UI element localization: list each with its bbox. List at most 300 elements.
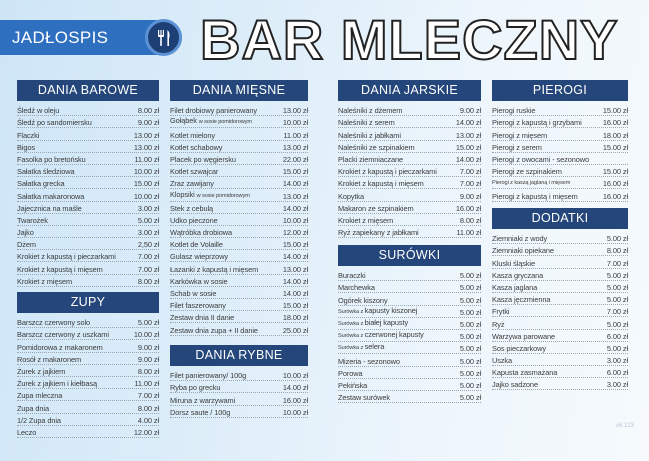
item-price: 14.00 zł	[282, 179, 308, 189]
item-price: 5.00 zł	[459, 295, 481, 305]
item-price: 3.00 zł	[606, 356, 628, 366]
item-name-part: Kapusta zasmażana	[492, 368, 558, 378]
item-name-part: Kopytka	[338, 191, 365, 201]
item-price: 14.00 zł	[282, 203, 308, 213]
item-name	[170, 313, 280, 322]
item-price: 5.00 zł	[459, 356, 481, 366]
item-name	[338, 318, 457, 329]
menu-item	[170, 381, 308, 393]
section-list-surowki	[338, 269, 481, 403]
menu-item	[492, 281, 628, 293]
menu-item	[170, 104, 308, 116]
item-price: 5.00 zł	[459, 307, 481, 317]
menu-item	[338, 281, 481, 293]
menu-item	[338, 189, 481, 201]
item-price: 22.00 zł	[282, 154, 308, 164]
menu-item	[17, 250, 159, 262]
item-price: 5.00 zł	[606, 319, 628, 329]
section-header-dania-jarskie: DANIA JARSKIE	[338, 80, 481, 101]
item-name	[17, 216, 135, 225]
item-name	[338, 306, 457, 317]
item-name-part: Frytki	[492, 307, 510, 317]
item-name	[492, 259, 604, 268]
menu-item	[338, 306, 481, 318]
item-name	[338, 271, 457, 280]
item-price: 2,50 zł	[137, 240, 159, 250]
menu-item	[338, 153, 481, 165]
item-name	[17, 343, 135, 352]
item-name	[17, 204, 135, 213]
item-name-part: Naleśniki ze szpinakiem	[338, 142, 415, 152]
menu-item	[338, 342, 481, 354]
item-name	[170, 131, 280, 140]
item-price: 8.00 zł	[137, 366, 159, 376]
menu-item	[170, 393, 308, 405]
item-price: 14.00 zł	[282, 276, 308, 286]
item-price: 16.00 zł	[602, 118, 628, 128]
menu-item	[492, 330, 628, 342]
item-name	[338, 192, 457, 201]
item-price: 14.00 zł	[282, 252, 308, 262]
menu-item	[17, 275, 159, 287]
item-name-part: Pomidorowa z makaronem	[17, 342, 103, 352]
item-name-part: w sosie pomidorowym	[196, 192, 250, 199]
item-name-part: Kotlet mielony	[170, 130, 216, 140]
item-name-part: Pierogi z kaszą jaglaną i mięsem	[492, 180, 571, 187]
item-price: 12.00 zł	[133, 427, 159, 437]
item-name-part: Żurek z jajkiem	[17, 366, 66, 376]
menu-item	[17, 153, 159, 165]
item-price: 5.00 zł	[459, 283, 481, 293]
item-price: 13.00 zł	[133, 142, 159, 152]
item-name-part: Placki ziemniaczane	[338, 154, 404, 164]
menu-item	[170, 287, 308, 299]
item-name	[17, 367, 135, 376]
item-price: 4.00 zł	[137, 415, 159, 425]
item-name-part: Kasza jaglana	[492, 282, 538, 292]
item-price: 3.00 zł	[606, 380, 628, 390]
item-price: 16.00 zł	[602, 191, 628, 201]
item-name-part: Buraczki	[338, 271, 366, 281]
item-name	[338, 179, 457, 188]
section-header-pierogi: PIEROGI	[492, 80, 628, 101]
menu-item	[492, 317, 628, 329]
item-name-part: Krokiet z kapustą i mięsem	[338, 179, 424, 189]
item-name	[170, 252, 280, 261]
item-name-part: Surówka z	[338, 308, 365, 315]
item-price: 8.00 zł	[137, 106, 159, 116]
item-name	[170, 190, 280, 201]
item-name-part: Krokiet z kapustą i pieczarkami	[338, 167, 437, 177]
item-price: 7.00 zł	[137, 264, 159, 274]
menu-item	[17, 238, 159, 250]
item-name	[17, 379, 131, 388]
menu-item	[170, 299, 308, 311]
item-name	[492, 295, 604, 304]
item-name	[338, 106, 457, 115]
item-name	[338, 369, 457, 378]
item-name-part: Marchewka	[338, 283, 375, 293]
item-name	[170, 167, 280, 176]
item-name	[170, 383, 280, 392]
item-name	[170, 179, 280, 188]
item-price: 5.00 zł	[606, 343, 628, 353]
item-name-part: Żurek z jajkiem i kiełbasą	[17, 379, 97, 389]
item-name	[17, 416, 135, 425]
item-name	[17, 265, 135, 274]
menu-item	[338, 128, 481, 140]
item-name-part: Zupa mleczna	[17, 391, 63, 401]
item-name-part: Karkówka w sosie	[170, 276, 228, 286]
menu-item	[170, 262, 308, 274]
item-price: 5.00 zł	[459, 393, 481, 403]
item-name-part: Kotlet schabowy	[170, 142, 223, 152]
item-price: 5.00 zł	[606, 295, 628, 305]
menu-item	[17, 340, 159, 352]
item-price: 11.00 zł	[456, 228, 481, 238]
item-price: 13.00 zł	[282, 264, 308, 274]
item-name	[338, 167, 457, 176]
item-price: 9.00 zł	[137, 118, 159, 128]
item-price: 11.00 zł	[134, 379, 159, 389]
item-price: 12.00 zł	[282, 228, 308, 238]
item-name	[170, 371, 280, 380]
item-price: 3.00 zł	[137, 203, 159, 213]
menu-item	[17, 104, 159, 116]
item-name-part: Naleśniki z serem	[338, 118, 395, 128]
menu-item	[170, 250, 308, 262]
item-name-part: Pierogi z owocami - sezonowo	[492, 154, 590, 164]
menu-item	[338, 104, 481, 116]
item-price: 15.00 zł	[282, 240, 308, 250]
menu-item	[17, 226, 159, 238]
item-name-part: Kluski śląskie	[492, 258, 535, 268]
item-price: 13.00 zł	[133, 130, 159, 140]
item-name	[170, 277, 280, 286]
item-name-part: Jajko	[17, 228, 34, 238]
item-name	[17, 228, 135, 237]
item-name-part: Sałatka grecka	[17, 179, 65, 189]
menu-item	[170, 311, 308, 323]
menu-item	[338, 177, 481, 189]
menu-item	[492, 232, 628, 244]
item-price: 16.00 zł	[455, 203, 481, 213]
menu-item	[17, 316, 159, 328]
menu-item	[170, 202, 308, 214]
item-price: 8.00 zł	[606, 246, 628, 256]
item-name-part: Krokiet z mięsem	[17, 276, 73, 286]
item-name-part: Śledź po sandomiersku	[17, 118, 92, 128]
menu-item	[338, 269, 481, 281]
item-price: 15.00 zł	[602, 142, 628, 152]
item-price: 13.00 zł	[455, 130, 481, 140]
item-price: 5.00 zł	[459, 380, 481, 390]
item-name	[338, 228, 453, 237]
item-name-part: Gołąbek	[170, 116, 199, 126]
item-price: 10.00 zł	[282, 118, 308, 128]
menu-item	[170, 189, 308, 201]
item-name	[17, 155, 131, 164]
item-price: 13.00 zł	[282, 191, 308, 201]
item-name-part: Ogórek kiszony	[338, 295, 388, 305]
item-name	[170, 216, 280, 225]
item-price: 7.00 zł	[137, 391, 159, 401]
item-name	[492, 192, 600, 201]
menu-item	[170, 128, 308, 140]
item-name	[338, 296, 457, 305]
item-name-part: Pierogi ze szpinakiem	[492, 167, 562, 177]
item-price: 5.00 zł	[606, 282, 628, 292]
menu-item	[492, 165, 628, 177]
item-price: 9.00 zł	[459, 191, 481, 201]
item-name-part: Flaczki	[17, 130, 40, 140]
menu-item	[17, 165, 159, 177]
menu-item	[338, 165, 481, 177]
item-price: 14.00 zł	[282, 383, 308, 393]
item-name	[338, 155, 453, 164]
menu-item	[338, 226, 481, 238]
menu-item	[17, 202, 159, 214]
menu-item	[338, 391, 481, 403]
item-price: 5.00 zł	[459, 319, 481, 329]
item-price: 5.00 zł	[459, 332, 481, 342]
menu-item	[338, 214, 481, 226]
item-name-part: Leczo	[17, 427, 37, 437]
item-name-part: Barszcz czerwony z uszkami	[17, 330, 109, 340]
jadlospis-banner	[0, 20, 182, 55]
item-name-part: Sałatka śledziowa	[17, 167, 75, 177]
item-price: 5.00 zł	[137, 318, 159, 328]
menu-item	[17, 365, 159, 377]
menu-item	[338, 293, 481, 305]
item-name-part: Warzywa parowane	[492, 331, 556, 341]
item-name	[17, 318, 135, 327]
menu-item	[492, 153, 628, 165]
item-price: 18.00 zł	[282, 313, 308, 323]
item-name-part: Krokiet z kapustą i pieczarkami	[17, 252, 116, 262]
menu-item	[170, 141, 308, 153]
menu-item	[492, 366, 628, 378]
item-name	[492, 167, 600, 176]
item-name-part: Ziemniaki z wody	[492, 234, 548, 244]
item-name	[17, 118, 135, 127]
item-price: 15.00 zł	[602, 167, 628, 177]
item-name	[17, 428, 131, 437]
section-list-zupy	[17, 316, 159, 438]
item-name-part: Stek z cebulą	[170, 203, 214, 213]
menu-item	[17, 177, 159, 189]
item-price: 5.00 zł	[137, 215, 159, 225]
menu-item	[492, 177, 628, 189]
item-name	[492, 307, 604, 316]
item-price: 9.00 zł	[137, 342, 159, 352]
item-name	[17, 131, 131, 140]
item-price: 10.00 zł	[133, 330, 159, 340]
item-name-part: Bigos	[17, 142, 35, 152]
item-name-part: Sałatka makaronowa	[17, 191, 85, 201]
item-name	[170, 408, 280, 417]
item-name	[17, 355, 135, 364]
item-name-part: Makaron ze szpinakiem	[338, 203, 414, 213]
menu-item	[170, 116, 308, 128]
item-price: 13.00 zł	[282, 106, 308, 116]
item-name	[492, 344, 604, 353]
menu-item	[17, 128, 159, 140]
menu-item	[338, 141, 481, 153]
menu-item	[17, 426, 159, 438]
item-name	[17, 106, 135, 115]
item-name	[170, 240, 280, 249]
menu-item	[338, 330, 481, 342]
menu-item	[17, 414, 159, 426]
item-price: 11.00 zł	[134, 154, 159, 164]
menu-item	[338, 379, 481, 391]
item-price: 5.00 zł	[606, 270, 628, 280]
item-name-part: Pierogi z mięsem	[492, 130, 548, 140]
item-name-part: Surówka z	[338, 320, 365, 327]
item-name-part: Ryż zapiekany z jabłkami	[338, 228, 419, 238]
item-price: 10.00 zł	[133, 191, 159, 201]
item-name-part: Naleśniki z jabłkami	[338, 130, 401, 140]
banner-label: JADŁOSPIS	[12, 28, 109, 47]
item-name	[17, 240, 135, 249]
item-price: 15.00 zł	[282, 167, 308, 177]
section-header-zupy: ZUPY	[17, 292, 159, 313]
item-name-part: Naleśniki z dżemem	[338, 106, 403, 116]
item-name-part: Kotlet szwajcar	[170, 167, 219, 177]
item-name-part: Filet faszerowany	[170, 301, 226, 311]
item-name-part: Ryż	[492, 319, 505, 329]
item-price: 15.00 zł	[282, 301, 308, 311]
menu-item	[17, 141, 159, 153]
item-name	[17, 277, 135, 286]
item-price: 16.00 zł	[282, 395, 308, 405]
item-name	[338, 330, 457, 341]
item-price: 10.00 zł	[133, 167, 159, 177]
item-name-part: Pierogi z kapustą i grzybami	[492, 118, 582, 128]
menu-item	[170, 226, 308, 238]
item-name-part: Zestaw dnia zupa + II danie	[170, 325, 258, 335]
item-name	[338, 204, 453, 213]
item-name-part: Dżem	[17, 240, 36, 250]
item-name-part: Rosół z makaronem	[17, 354, 82, 364]
item-name	[17, 167, 131, 176]
item-name-part: Surówka z	[338, 345, 365, 352]
menu-item	[492, 269, 628, 281]
item-name	[492, 271, 604, 280]
item-name-part: 1/2 Zupa dnia	[17, 415, 61, 425]
item-name-part: Pekińska	[338, 380, 368, 390]
item-name-part: Kasza gryczana	[492, 270, 544, 280]
menu-item	[338, 367, 481, 379]
item-name-part: Klopsiki	[170, 189, 197, 199]
item-price: 5.00 zł	[459, 344, 481, 354]
item-name-part: Uszka	[492, 356, 513, 366]
item-price: 6.00 zł	[606, 368, 628, 378]
item-name-part: Twarożek	[17, 215, 48, 225]
item-price: 15.00 zł	[455, 142, 481, 152]
item-name	[170, 143, 280, 152]
item-name-part: kapusty kiszonej	[364, 305, 418, 315]
item-name-part: Mizeria - sezonowo	[338, 356, 400, 366]
item-name	[17, 391, 135, 400]
item-name	[492, 234, 604, 243]
item-price: 7.00 zł	[606, 258, 628, 268]
item-name-part: Pierogi z serem	[492, 142, 542, 152]
item-price: 7.00 zł	[459, 179, 481, 189]
menu-item	[170, 165, 308, 177]
item-name	[492, 332, 604, 341]
item-name	[170, 289, 280, 298]
menu-item	[338, 318, 481, 330]
item-name-part: Fasolka po bretońsku	[17, 154, 86, 164]
menu-item	[170, 323, 308, 335]
menu-item	[170, 275, 308, 287]
menu-item	[17, 377, 159, 389]
item-price: 5.00 zł	[606, 234, 628, 244]
item-price: 11.00 zł	[283, 130, 308, 140]
section-list-dania-rybne	[170, 369, 308, 418]
item-price: 10.00 zł	[282, 407, 308, 417]
item-name	[338, 216, 457, 225]
item-price: 15.00 zł	[602, 106, 628, 116]
section-list-dania-barowe	[17, 104, 159, 287]
item-name	[492, 106, 600, 115]
section-header-dania-rybne: DANIA RYBNE	[170, 345, 308, 366]
item-name	[492, 380, 604, 389]
item-price: 5.00 zł	[459, 368, 481, 378]
version-label: v6.123	[616, 423, 635, 429]
item-name	[170, 155, 280, 164]
item-name	[492, 246, 604, 255]
section-list-dodatki	[492, 232, 628, 390]
menu-item	[170, 369, 308, 381]
item-name	[17, 179, 131, 188]
item-price: 9.00 zł	[137, 354, 159, 364]
item-name-part: Zestaw surówek	[338, 393, 390, 403]
item-name	[492, 131, 600, 140]
item-price: 14.00 zł	[282, 289, 308, 298]
item-name-part: selera	[364, 342, 385, 352]
item-name-part: Jajko sadzone	[492, 380, 538, 390]
menu-item	[17, 389, 159, 401]
item-price: 10.00 zł	[282, 215, 308, 225]
item-name	[338, 342, 457, 353]
section-list-pierogi	[492, 104, 628, 202]
item-name-part: Ryba po grecku	[170, 383, 221, 393]
item-name	[338, 283, 457, 292]
item-name	[17, 143, 131, 152]
item-name	[170, 106, 280, 115]
item-name	[338, 118, 453, 127]
item-name-part: Placek po węgiersku	[170, 154, 236, 164]
menu-item	[170, 153, 308, 165]
item-price: 3.00 zł	[137, 228, 159, 238]
item-price: 14.00 zł	[455, 118, 481, 128]
item-name	[17, 192, 131, 201]
item-price: 7.00 zł	[137, 252, 159, 262]
menu-item	[170, 214, 308, 226]
item-name	[170, 116, 280, 127]
section-header-surowki: SURÓWKI	[338, 245, 481, 266]
item-price: 10.00 zł	[282, 371, 308, 381]
item-name	[492, 320, 604, 329]
item-name	[17, 252, 135, 261]
menu-item	[492, 305, 628, 317]
item-price: 16.00 zł	[602, 179, 628, 189]
item-price: 9.00 zł	[459, 106, 481, 116]
menu-item	[338, 116, 481, 128]
